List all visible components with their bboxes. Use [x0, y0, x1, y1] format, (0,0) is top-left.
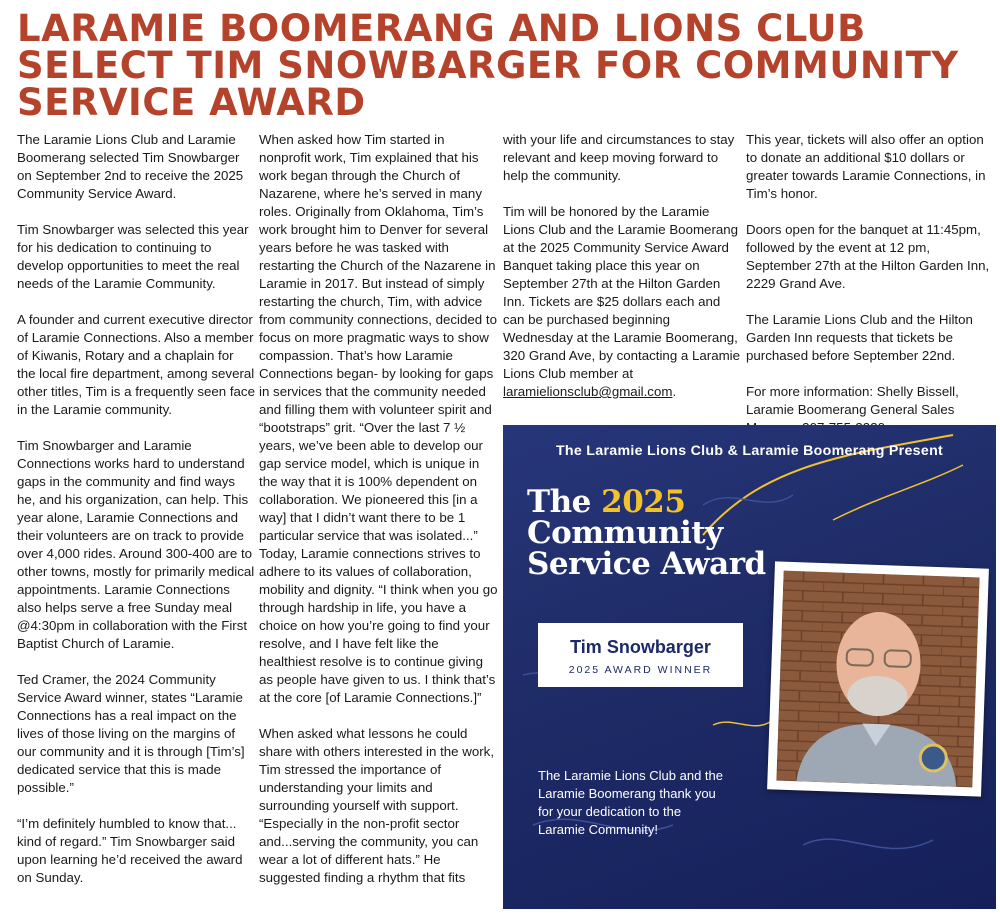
paragraph: Doors open for the banquet at 11:45pm, followed by the event at 12 pm, September 27th at the Hilton Garden Inn, 2229 Grand Ave. — [746, 222, 990, 291]
headline-line-3: SERVICE AWARD — [17, 81, 366, 124]
paragraph: This year, tickets will also offer an option to donate an additional $10 dollars or greater towards Laramie Connections, in Tim’s honor. — [746, 132, 986, 201]
paragraph: Ted Cramer, the 2024 Community Service Award winner, states “Laramie Connections has a real impact on the lives of those living on the margins of our community and it is through [Tim’s] dedicated service that this is made possible.” — [17, 672, 245, 795]
paragraph-text: Tim will be honored by the Laramie Lions Club and the Laramie Boomerang at the 2025 Community Service Award Banquet taking place this year on September 27th at the Hilton Garden Inn. Tickets are $25 dollars each and can be purchased beginning Wednesday at the Laramie Boomerang, 320 Grand Ave, by contacting a Laramie Lions Club member at — [503, 204, 741, 381]
headline-line-1: LARAMIE BOOMERANG AND LIONS CLUB — [17, 7, 866, 50]
flyer-thanks: The Laramie Lions Club and the Laramie Boomerang thank you for your dedication to the Laramie Community! — [538, 768, 724, 837]
title-the: The — [527, 484, 591, 520]
article-column-3 — [503, 131, 743, 419]
paragraph: “I’m definitely humbled to know that... kind of regard.” Tim Snowbarger said upon learning he’d received the award on Sunday. — [17, 816, 243, 885]
portrait-illustration — [776, 571, 979, 788]
flyer-title — [527, 484, 766, 582]
paragraph: The Laramie Lions Club and Laramie Boomerang selected Tim Snowbarger on September 2nd to receive the 2025 Community Service Award. — [17, 132, 244, 201]
article-column-2 — [259, 131, 499, 905]
title-line-2: Community — [527, 515, 723, 551]
paragraph: When asked what lessons he could share with others interested in the work, Tim stressed the importance of understanding your limits and surrounding yourself with support. “Especially in the non-profit sector and...serving the community, you can wear a lot of different hats.” He suggested finding a rhythm that fits — [259, 726, 495, 885]
winner-name-box — [538, 623, 743, 687]
email-link[interactable]: laramielionsclub@gmail.com — [503, 384, 673, 399]
headline — [17, 7, 992, 124]
winner-name: Tim Snowbarger — [570, 637, 711, 657]
paragraph: Tim will be honored by the Laramie Lions Club and the Laramie Boomerang at the 2025 Community Service Award Banquet taking place this year on September 27th at the Hilton Garden Inn. Tickets are $25 dollars each and can be purchased beginning Wednesday at the Laramie Boomerang, 320 Grand Ave, by contacting a Laramie Lions Club member at laramielionsclub@gmail.com. — [503, 204, 741, 399]
article-column-1 — [17, 131, 255, 905]
article-column-4 — [746, 131, 996, 455]
paragraph: Tim Snowbarger was selected this year for his dedication to continuing to develop opportunities to meet the real needs of the Laramie Community. — [17, 222, 249, 291]
paragraph: with your life and circumstances to stay relevant and keep moving forward to help the community. — [503, 132, 735, 183]
winner-photo — [767, 561, 989, 796]
paragraph: The Laramie Lions Club and the Hilton Garden Inn requests that tickets be purchased before September 22nd. — [746, 312, 973, 363]
award-flyer — [503, 425, 996, 909]
flyer-header: The Laramie Lions Club & Laramie Boomerang Present — [555, 443, 944, 459]
headline-line-2: SELECT TIM SNOWBARGER FOR COMMUNITY — [17, 44, 959, 87]
title-year: 2025 — [601, 484, 686, 520]
paragraph: When asked how Tim started in nonprofit work, Tim explained that his work began through the Church of Nazarene, where he’s served in many roles. Originally from Oklahoma, Tim’s work brought him to Denver for several years before he was tasked with restarting the Church of the Nazarene in Laramie in 2017. But instead of simply restarting the church, Tim, with advice from community connections, decided to focus on more pragmatic ways to show compassion. That’s how Laramie Connections began- by looking for gaps in services that the community needed and filling them with volunteer spirit and “bootstraps” grit. “Over the last 7 ½ years, we’ve been able to develop our gap service model, which is unique in the way that it is 100% dependent on collaboration. We pioneered this [in a way] that I didn’t want there to be 1 particular service that was isolated...” Today, Laramie connections strives to adhere to its values of collaboration, mobility and dignity. “I think when you go through hardship in life, you have a choice on how you’re going to find your resolve, and I have felt like the healthiest resolve is to continue giving as people have given to us. I think that’s at the core [of Laramie Connections.]” — [259, 132, 498, 705]
paragraph: For more information: Shelly Bissell, Laramie Boomerang General Sales — [746, 384, 959, 417]
title-line-3: Service Award — [527, 546, 766, 582]
photo-image — [776, 571, 979, 788]
paragraph: A founder and current executive director of Laramie Connections. Also a member of Kiwanis, Rotary and a chaplain for the local fire department, among several other titles, Tim is a frequently seen face in the Laramie community. — [17, 312, 255, 417]
paragraph: Tim Snowbarger and Laramie Connections works hard to understand gaps in the community and find ways he, and his organization, can help. This year alone, Laramie Connections and their volunteers are on track to provide over 4,000 rides. Around 300-400 are to other towns, mostly for primarily medical appointments. Laramie Connections also helps serve a free Sunday meal @4:30pm in collaboration with the First Baptist Church of Laramie. — [17, 438, 255, 651]
award-label: 2025 AWARD WINNER — [568, 664, 713, 676]
